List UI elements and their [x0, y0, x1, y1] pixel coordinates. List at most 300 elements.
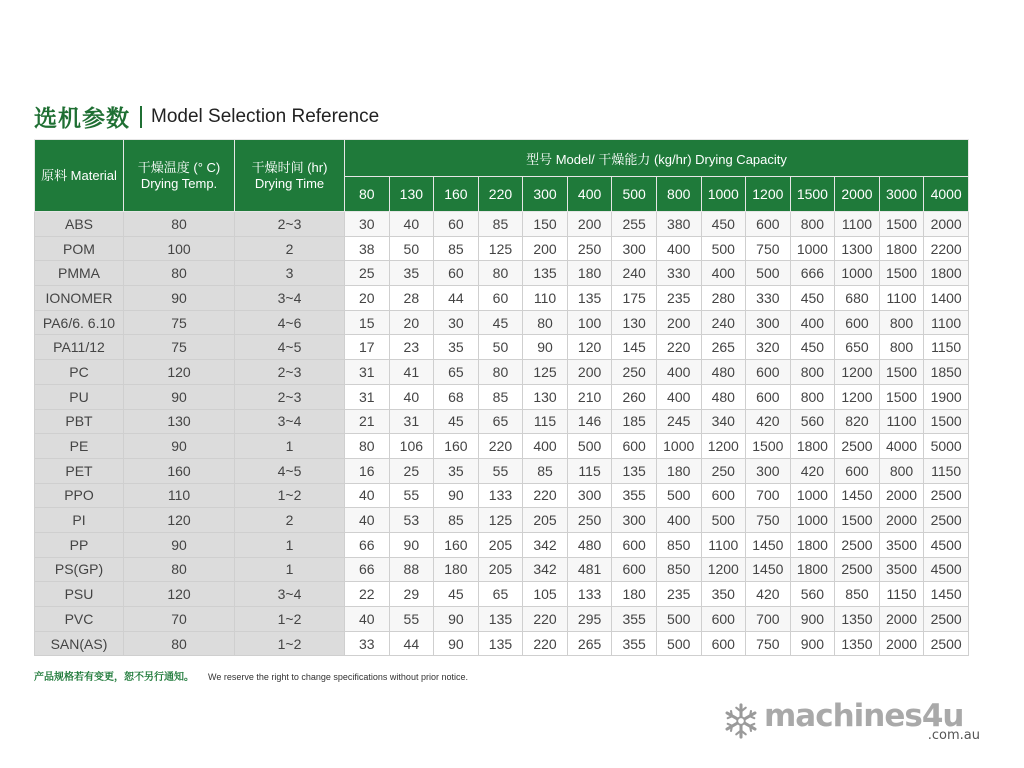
drying-time-cell: 4~5	[235, 335, 345, 360]
drying-time-cell: 3~4	[235, 409, 345, 434]
drying-time-cell: 3~4	[235, 286, 345, 311]
capacity-cell: 2500	[924, 607, 969, 632]
capacity-cell: 1200	[835, 384, 880, 409]
material-cell: PU	[35, 384, 124, 409]
logo-wordmark: machines4u	[764, 698, 964, 734]
drying-time-cell: 3	[235, 261, 345, 286]
drying-temp-cell: 90	[124, 384, 235, 409]
material-cell: PPO	[35, 483, 124, 508]
drying-temp-cell: 110	[124, 483, 235, 508]
capacity-cell: 90	[434, 607, 479, 632]
capacity-cell: 1450	[746, 532, 791, 557]
capacity-cell: 820	[835, 409, 880, 434]
capacity-cell: 40	[345, 483, 390, 508]
title-cn: 选机参数	[34, 105, 130, 131]
capacity-cell: 146	[567, 409, 612, 434]
capacity-cell: 1800	[924, 261, 969, 286]
capacity-cell: 2200	[924, 236, 969, 261]
material-cell: PET	[35, 458, 124, 483]
capacity-cell: 41	[389, 360, 434, 385]
capacity-cell: 750	[746, 631, 791, 656]
table-row	[35, 310, 969, 335]
capacity-cell: 450	[790, 335, 835, 360]
capacity-cell: 133	[478, 483, 523, 508]
capacity-cell: 342	[523, 532, 568, 557]
capacity-cell: 1200	[701, 434, 746, 459]
capacity-cell: 16	[345, 458, 390, 483]
capacity-cell: 900	[790, 607, 835, 632]
capacity-cell: 500	[746, 261, 791, 286]
material-cell: PC	[35, 360, 124, 385]
capacity-cell: 28	[389, 286, 434, 311]
material-cell: PMMA	[35, 261, 124, 286]
capacity-cell: 65	[478, 409, 523, 434]
capacity-cell: 1150	[879, 582, 924, 607]
capacity-cell: 400	[656, 236, 701, 261]
capacity-cell: 205	[478, 532, 523, 557]
capacity-cell: 205	[478, 557, 523, 582]
drying-time-cell: 3~4	[235, 582, 345, 607]
model-selection-table	[34, 139, 969, 656]
capacity-cell: 200	[523, 236, 568, 261]
drying-time-cell: 1	[235, 434, 345, 459]
capacity-cell: 355	[612, 631, 657, 656]
capacity-cell: 3500	[879, 557, 924, 582]
capacity-cell: 21	[345, 409, 390, 434]
page-title	[34, 100, 379, 133]
capacity-cell: 1100	[879, 286, 924, 311]
drying-temp-cell: 80	[124, 557, 235, 582]
capacity-cell: 125	[523, 360, 568, 385]
capacity-cell: 340	[701, 409, 746, 434]
capacity-cell: 355	[612, 607, 657, 632]
capacity-cell: 1200	[835, 360, 880, 385]
capacity-cell: 25	[345, 261, 390, 286]
material-cell: PA11/12	[35, 335, 124, 360]
capacity-cell: 55	[478, 458, 523, 483]
capacity-cell: 68	[434, 384, 479, 409]
capacity-cell: 235	[656, 582, 701, 607]
table-row	[35, 409, 969, 434]
capacity-cell: 85	[434, 508, 479, 533]
capacity-cell: 1100	[924, 310, 969, 335]
snowflake-gear-icon	[722, 702, 760, 740]
capacity-cell: 600	[746, 212, 791, 237]
capacity-cell: 135	[478, 631, 523, 656]
capacity-cell: 300	[612, 236, 657, 261]
drying-temp-cell: 70	[124, 607, 235, 632]
capacity-cell: 40	[389, 212, 434, 237]
capacity-cell: 400	[656, 508, 701, 533]
capacity-cell: 666	[790, 261, 835, 286]
capacity-cell: 85	[478, 212, 523, 237]
footnote-cn: 产品规格若有变更，恕不另行通知。	[34, 672, 194, 683]
drying-temp-cell: 90	[124, 434, 235, 459]
capacity-cell: 50	[478, 335, 523, 360]
capacity-cell: 180	[656, 458, 701, 483]
capacity-cell: 220	[523, 607, 568, 632]
capacity-cell: 900	[790, 631, 835, 656]
capacity-cell: 135	[523, 261, 568, 286]
capacity-cell: 480	[567, 532, 612, 557]
capacity-cell: 280	[701, 286, 746, 311]
capacity-cell: 1800	[790, 434, 835, 459]
capacity-cell: 23	[389, 335, 434, 360]
capacity-cell: 175	[612, 286, 657, 311]
capacity-cell: 245	[656, 409, 701, 434]
capacity-cell: 120	[567, 335, 612, 360]
drying-temp-cell: 80	[124, 631, 235, 656]
capacity-cell: 2500	[924, 508, 969, 533]
capacity-cell: 320	[746, 335, 791, 360]
drying-temp-cell: 80	[124, 261, 235, 286]
capacity-cell: 135	[612, 458, 657, 483]
drying-time-cell: 1	[235, 532, 345, 557]
material-cell: PI	[35, 508, 124, 533]
table-row	[35, 508, 969, 533]
capacity-cell: 265	[567, 631, 612, 656]
material-cell: SAN(AS)	[35, 631, 124, 656]
capacity-cell: 110	[523, 286, 568, 311]
capacity-cell: 1500	[879, 261, 924, 286]
capacity-cell: 35	[434, 335, 479, 360]
capacity-cell: 600	[701, 607, 746, 632]
table-row	[35, 261, 969, 286]
capacity-cell: 355	[612, 483, 657, 508]
capacity-cell: 1100	[879, 409, 924, 434]
capacity-cell: 330	[656, 261, 701, 286]
capacity-cell: 2000	[879, 631, 924, 656]
capacity-cell: 17	[345, 335, 390, 360]
header-model-160: 160	[434, 177, 479, 212]
capacity-cell: 44	[389, 631, 434, 656]
drying-time-cell: 1	[235, 557, 345, 582]
capacity-cell: 40	[345, 607, 390, 632]
logo-domain: .com.au	[927, 728, 980, 743]
capacity-cell: 80	[478, 261, 523, 286]
capacity-cell: 115	[523, 409, 568, 434]
capacity-cell: 60	[434, 261, 479, 286]
drying-temp-cell: 80	[124, 212, 235, 237]
header-model-2000: 2000	[835, 177, 880, 212]
capacity-cell: 400	[656, 360, 701, 385]
capacity-cell: 3500	[879, 532, 924, 557]
capacity-cell: 220	[523, 483, 568, 508]
capacity-cell: 420	[746, 409, 791, 434]
table-row	[35, 631, 969, 656]
capacity-cell: 20	[345, 286, 390, 311]
capacity-cell: 481	[567, 557, 612, 582]
capacity-cell: 210	[567, 384, 612, 409]
capacity-cell: 65	[434, 360, 479, 385]
capacity-cell: 400	[701, 261, 746, 286]
capacity-cell: 2000	[924, 212, 969, 237]
capacity-cell: 420	[746, 582, 791, 607]
capacity-cell: 1000	[835, 261, 880, 286]
capacity-cell: 700	[746, 483, 791, 508]
capacity-cell: 40	[345, 508, 390, 533]
capacity-cell: 600	[612, 434, 657, 459]
capacity-cell: 80	[345, 434, 390, 459]
capacity-cell: 500	[656, 483, 701, 508]
material-cell: PBT	[35, 409, 124, 434]
table-row	[35, 557, 969, 582]
capacity-cell: 600	[835, 458, 880, 483]
capacity-cell: 29	[389, 582, 434, 607]
capacity-cell: 330	[746, 286, 791, 311]
capacity-cell: 255	[612, 212, 657, 237]
capacity-cell: 400	[790, 310, 835, 335]
capacity-cell: 500	[567, 434, 612, 459]
capacity-cell: 1150	[924, 458, 969, 483]
drying-time-cell: 2~3	[235, 360, 345, 385]
drying-temp-cell: 90	[124, 532, 235, 557]
capacity-cell: 2500	[924, 483, 969, 508]
footnote-en: We reserve the right to change specifications without prior notice.	[208, 672, 468, 682]
capacity-cell: 22	[345, 582, 390, 607]
capacity-cell: 342	[523, 557, 568, 582]
capacity-cell: 125	[478, 236, 523, 261]
capacity-cell: 450	[701, 212, 746, 237]
capacity-cell: 38	[345, 236, 390, 261]
capacity-cell: 420	[790, 458, 835, 483]
header-model-800: 800	[656, 177, 701, 212]
capacity-cell: 25	[389, 458, 434, 483]
capacity-cell: 35	[389, 261, 434, 286]
capacity-cell: 135	[478, 607, 523, 632]
capacity-cell: 700	[746, 607, 791, 632]
drying-time-cell: 4~5	[235, 458, 345, 483]
capacity-cell: 40	[389, 384, 434, 409]
drying-temp-cell: 160	[124, 458, 235, 483]
material-cell: PVC	[35, 607, 124, 632]
drying-temp-cell: 75	[124, 335, 235, 360]
drying-temp-cell: 120	[124, 582, 235, 607]
table-row	[35, 458, 969, 483]
capacity-cell: 250	[567, 508, 612, 533]
drying-time-cell: 2	[235, 236, 345, 261]
capacity-cell: 260	[612, 384, 657, 409]
capacity-cell: 600	[701, 483, 746, 508]
capacity-cell: 160	[434, 434, 479, 459]
capacity-cell: 220	[523, 631, 568, 656]
capacity-cell: 66	[345, 557, 390, 582]
material-cell: PS(GP)	[35, 557, 124, 582]
capacity-cell: 45	[478, 310, 523, 335]
capacity-cell: 200	[567, 360, 612, 385]
header-drying-time	[235, 140, 345, 212]
capacity-cell: 90	[434, 483, 479, 508]
capacity-cell: 1500	[879, 360, 924, 385]
material-cell: IONOMER	[35, 286, 124, 311]
capacity-cell: 53	[389, 508, 434, 533]
capacity-cell: 180	[567, 261, 612, 286]
capacity-cell: 30	[345, 212, 390, 237]
capacity-cell: 500	[656, 631, 701, 656]
capacity-cell: 115	[567, 458, 612, 483]
table-row	[35, 384, 969, 409]
capacity-cell: 1850	[924, 360, 969, 385]
capacity-cell: 150	[523, 212, 568, 237]
capacity-cell: 295	[567, 607, 612, 632]
capacity-cell: 45	[434, 582, 479, 607]
header-drying-time-en: Drying Time	[254, 175, 325, 191]
capacity-cell: 2000	[879, 607, 924, 632]
capacity-cell: 220	[478, 434, 523, 459]
capacity-cell: 600	[612, 532, 657, 557]
capacity-cell: 265	[701, 335, 746, 360]
capacity-cell: 55	[389, 607, 434, 632]
capacity-cell: 680	[835, 286, 880, 311]
capacity-cell: 1500	[835, 508, 880, 533]
header-model-1000: 1000	[701, 177, 746, 212]
material-cell: PE	[35, 434, 124, 459]
capacity-cell: 2000	[879, 483, 924, 508]
capacity-cell: 1100	[835, 212, 880, 237]
header-drying-temp	[124, 140, 235, 212]
capacity-cell: 85	[434, 236, 479, 261]
header-model-80: 80	[345, 177, 390, 212]
drying-temp-cell: 120	[124, 508, 235, 533]
capacity-cell: 220	[656, 335, 701, 360]
header-drying-time-cn: 干燥时间 (hr)	[251, 159, 328, 175]
table-row	[35, 483, 969, 508]
capacity-cell: 145	[612, 335, 657, 360]
capacity-cell: 30	[434, 310, 479, 335]
capacity-cell: 240	[701, 310, 746, 335]
material-cell: PSU	[35, 582, 124, 607]
capacity-cell: 600	[612, 557, 657, 582]
drying-time-cell: 2~3	[235, 384, 345, 409]
capacity-cell: 44	[434, 286, 479, 311]
drying-time-cell: 2~3	[235, 212, 345, 237]
capacity-cell: 235	[656, 286, 701, 311]
capacity-cell: 800	[790, 384, 835, 409]
capacity-cell: 800	[790, 212, 835, 237]
material-cell: ABS	[35, 212, 124, 237]
header-drying-capacity: 型号 Model/ 干燥能力 (kg/hr) Drying Capacity	[345, 140, 969, 177]
capacity-cell: 600	[746, 384, 791, 409]
capacity-cell: 400	[523, 434, 568, 459]
capacity-cell: 125	[478, 508, 523, 533]
capacity-cell: 800	[879, 458, 924, 483]
capacity-cell: 1450	[835, 483, 880, 508]
capacity-cell: 300	[567, 483, 612, 508]
header-model-3000: 3000	[879, 177, 924, 212]
capacity-cell: 105	[523, 582, 568, 607]
capacity-cell: 90	[434, 631, 479, 656]
capacity-cell: 1350	[835, 607, 880, 632]
capacity-cell: 185	[612, 409, 657, 434]
capacity-cell: 160	[434, 532, 479, 557]
capacity-cell: 250	[612, 360, 657, 385]
drying-temp-cell: 120	[124, 360, 235, 385]
capacity-cell: 15	[345, 310, 390, 335]
header-model-130: 130	[389, 177, 434, 212]
table-row	[35, 434, 969, 459]
capacity-cell: 500	[701, 508, 746, 533]
capacity-cell: 750	[746, 508, 791, 533]
capacity-cell: 4500	[924, 557, 969, 582]
capacity-cell: 1200	[701, 557, 746, 582]
table-row	[35, 607, 969, 632]
capacity-cell: 1450	[746, 557, 791, 582]
capacity-cell: 31	[345, 384, 390, 409]
capacity-cell: 1000	[790, 483, 835, 508]
capacity-cell: 250	[701, 458, 746, 483]
capacity-cell: 31	[345, 360, 390, 385]
capacity-cell: 90	[389, 532, 434, 557]
capacity-cell: 180	[612, 582, 657, 607]
header-model-1500: 1500	[790, 177, 835, 212]
header-model-400: 400	[567, 177, 612, 212]
header-model-1200: 1200	[746, 177, 791, 212]
table-row	[35, 360, 969, 385]
capacity-cell: 1000	[656, 434, 701, 459]
capacity-cell: 750	[746, 236, 791, 261]
capacity-cell: 45	[434, 409, 479, 434]
drying-time-cell: 1~2	[235, 631, 345, 656]
material-cell: PA6/6. 6.10	[35, 310, 124, 335]
drying-temp-cell: 90	[124, 286, 235, 311]
header-model-220: 220	[478, 177, 523, 212]
capacity-cell: 300	[612, 508, 657, 533]
capacity-cell: 1800	[879, 236, 924, 261]
capacity-cell: 1350	[835, 631, 880, 656]
capacity-cell: 400	[656, 384, 701, 409]
header-model-4000: 4000	[924, 177, 969, 212]
title-divider	[140, 106, 142, 128]
capacity-cell: 2000	[879, 508, 924, 533]
capacity-cell: 130	[612, 310, 657, 335]
capacity-cell: 1500	[879, 212, 924, 237]
capacity-cell: 300	[746, 310, 791, 335]
capacity-cell: 800	[879, 335, 924, 360]
capacity-cell: 80	[478, 360, 523, 385]
drying-temp-cell: 130	[124, 409, 235, 434]
capacity-cell: 500	[656, 607, 701, 632]
capacity-cell: 800	[790, 360, 835, 385]
capacity-cell: 600	[701, 631, 746, 656]
capacity-cell: 500	[701, 236, 746, 261]
capacity-cell: 600	[746, 360, 791, 385]
capacity-cell: 800	[879, 310, 924, 335]
material-cell: PP	[35, 532, 124, 557]
capacity-cell: 1150	[924, 335, 969, 360]
capacity-cell: 50	[389, 236, 434, 261]
capacity-cell: 1500	[924, 409, 969, 434]
table-row	[35, 212, 969, 237]
capacity-cell: 85	[523, 458, 568, 483]
table-row	[35, 532, 969, 557]
capacity-cell: 1500	[746, 434, 791, 459]
capacity-cell: 1900	[924, 384, 969, 409]
header-drying-temp-en: Drying Temp.	[140, 175, 218, 191]
capacity-cell: 560	[790, 582, 835, 607]
capacity-cell: 850	[656, 532, 701, 557]
capacity-cell: 850	[656, 557, 701, 582]
capacity-cell: 480	[701, 360, 746, 385]
capacity-cell: 650	[835, 335, 880, 360]
capacity-cell: 1400	[924, 286, 969, 311]
capacity-cell: 90	[523, 335, 568, 360]
header-model-500: 500	[612, 177, 657, 212]
capacity-cell: 2500	[835, 557, 880, 582]
capacity-cell: 250	[567, 236, 612, 261]
drying-time-cell: 4~6	[235, 310, 345, 335]
footnote	[34, 668, 468, 683]
header-drying-temp-cn: 干燥温度 (° C)	[137, 159, 221, 175]
